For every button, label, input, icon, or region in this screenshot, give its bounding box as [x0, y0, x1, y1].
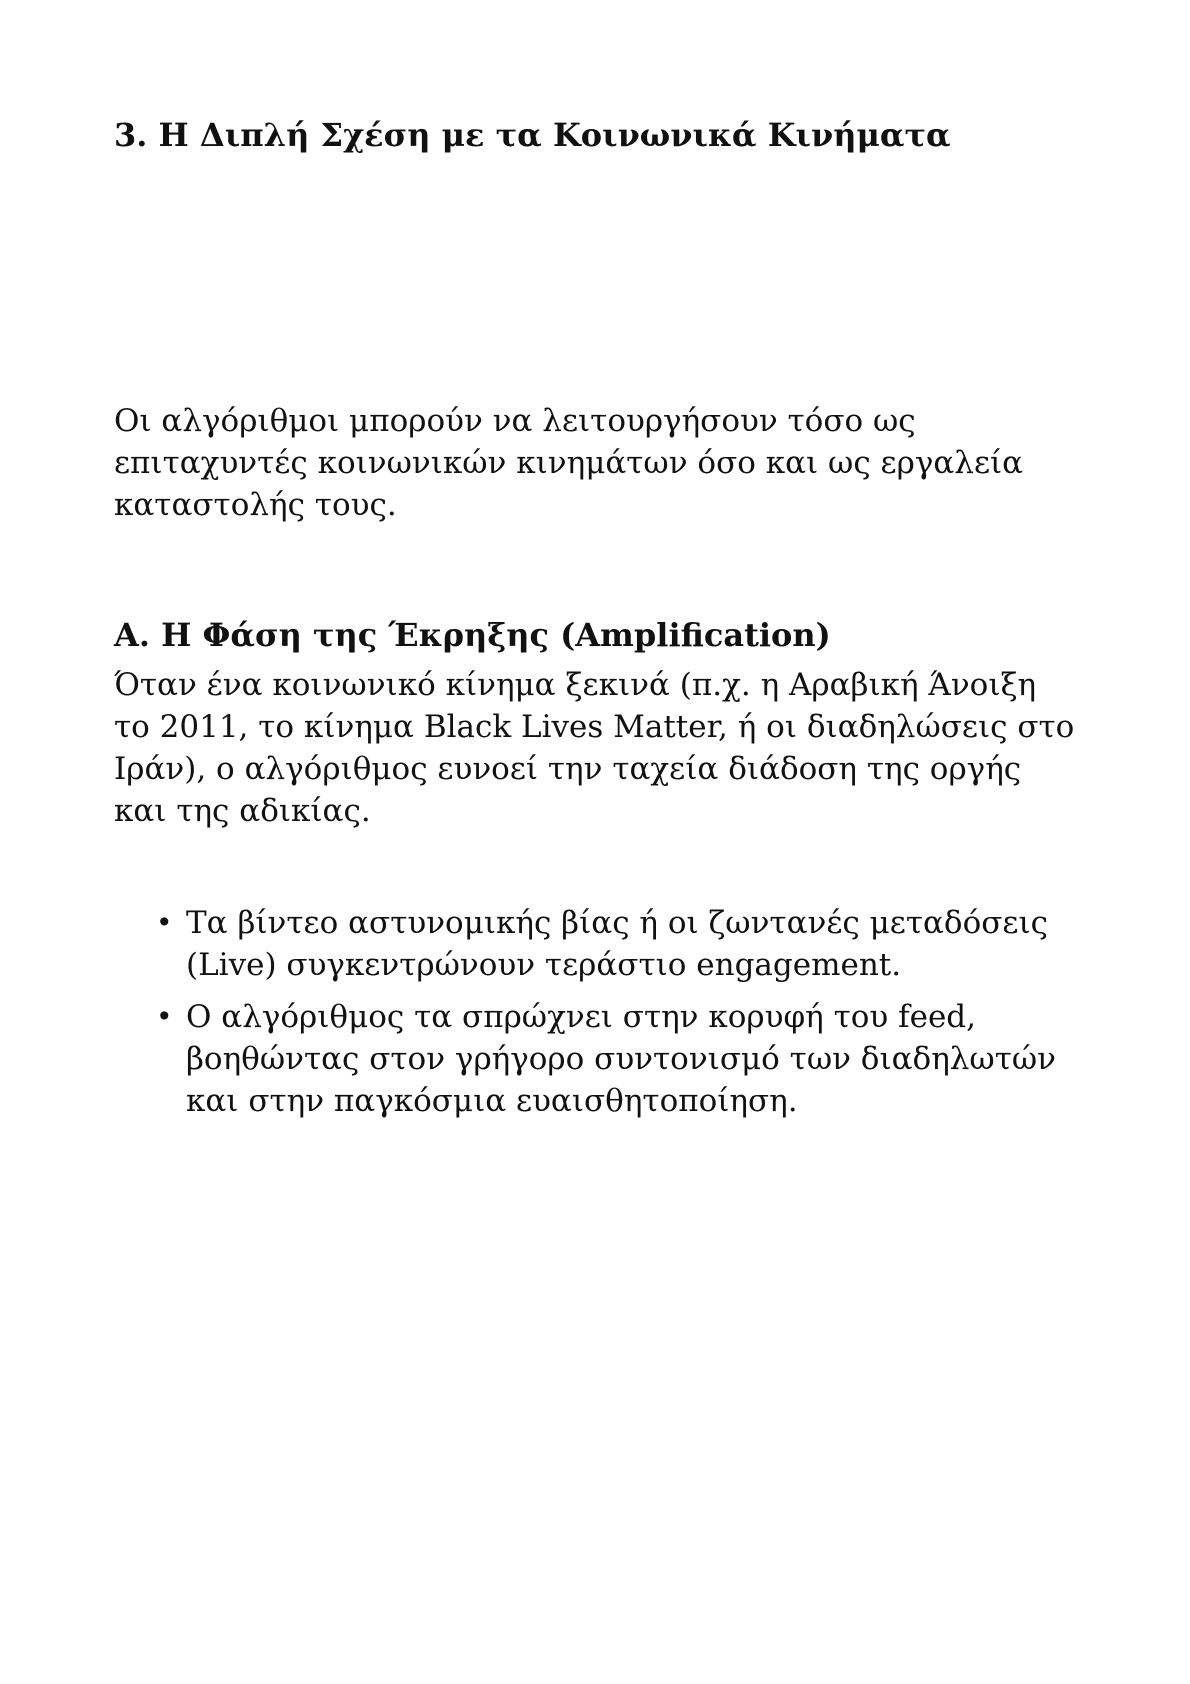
list-item-line: βοηθώντας στον γρήγορο συντονισμό των διαδηλωτών: [186, 1041, 1056, 1077]
list-item: [114, 996, 1114, 1122]
list-item: [114, 902, 1114, 986]
intro-line: Οι αλγόριθμοι μπορούν να λειτουργήσουν τόσο ως: [114, 403, 916, 439]
list-item-text: [186, 996, 1114, 1122]
paragraph-line: Όταν ένα κοινωνικό κίνημα ξεκινά (π.χ. η Αραβική Άνοιξη: [114, 667, 1037, 703]
list-item-line: και στην παγκόσμια ευαισθητοποίηση.: [186, 1083, 798, 1119]
bullet-icon: •: [156, 906, 173, 939]
paragraph-line: το 2011, το κίνημα Black Lives Matter, ή οι διαδηλώσεις στο: [114, 709, 1075, 745]
paragraph-line: Ιράν), ο αλγόριθμος ευνοεί την ταχεία διάδοση της οργής: [114, 751, 1022, 787]
section-heading: 3. Η Διπλή Σχέση με τα Κοινωνικά Κινήματα: [114, 116, 951, 154]
intro-paragraph: [114, 400, 1094, 526]
list-item-line: (Live) συγκεντρώνουν τεράστιο engagement.: [186, 947, 902, 983]
subsection-heading: Α. Η Φάση της Έκρηξης (Amplification): [114, 616, 831, 654]
intro-line: επιταχυντές κοινωνικών κινημάτων όσο και ως εργαλεία: [114, 445, 1024, 481]
bullet-icon: •: [156, 1000, 173, 1033]
bullet-list: [114, 902, 1114, 1132]
list-item-line: Ο αλγόριθμος τα σπρώχνει στην κορυφή του feed,: [186, 999, 976, 1035]
paragraph-line: και της αδικίας.: [114, 793, 371, 829]
list-item-text: [186, 902, 1114, 986]
intro-line: καταστολής τους.: [114, 487, 397, 523]
list-item-line: Τα βίντεο αστυνομικής βίας ή οι ζωντανές μεταδόσεις: [186, 905, 1048, 941]
body-paragraph: [114, 664, 1114, 832]
